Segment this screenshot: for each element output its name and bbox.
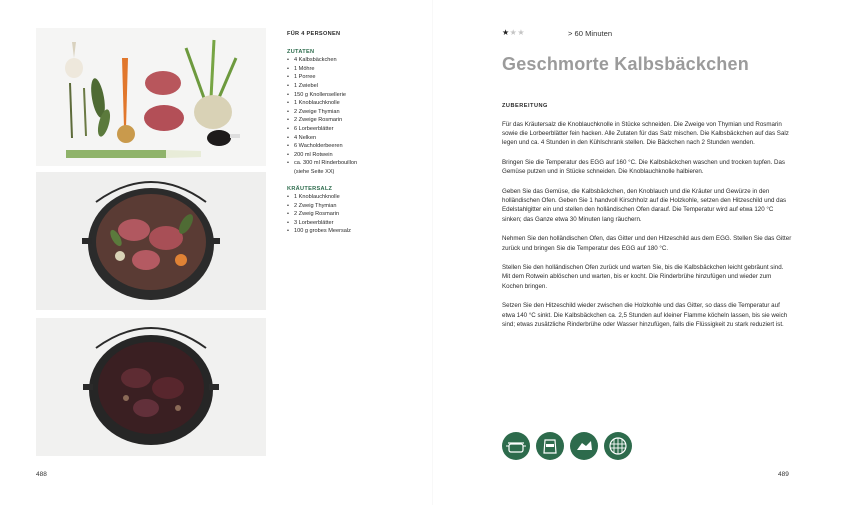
herb-salt-title: KRÄUTERSALZ <box>287 185 333 192</box>
ingredient-item <box>287 142 427 151</box>
servings: FÜR 4 PERSONEN <box>287 31 341 37</box>
page-number-left: 488 <box>36 471 47 478</box>
preparation-paragraph: Nehmen Sie den holländischen Ofen, das Gitter und den Hitzeschild aus dem EGG. Stellen Sie das Gitter zurück und bringen Sie die Temperatur des EGG auf 180 °C. <box>502 235 792 252</box>
ingredient-item <box>287 134 427 143</box>
star-empty-icon: ★ <box>509 28 518 37</box>
ingredient-text: 2 Zweig Rosmarin <box>294 211 340 218</box>
ingredients-illustration <box>36 28 266 166</box>
ingredients-photo <box>36 28 266 166</box>
ingredient-item <box>287 91 427 100</box>
ingredient-text: 4 Kalbsbäckchen <box>294 57 337 64</box>
ingredient-text: 1 Porree <box>294 74 316 81</box>
pot-with-raw-ingredients-illustration <box>36 172 266 310</box>
ingredient-text: 6 Lorbeerblätter <box>294 125 334 132</box>
cooking-time: > 60 Minuten <box>568 28 613 38</box>
ingredient-item <box>287 73 427 82</box>
difficulty-rating <box>502 28 525 37</box>
ingredient-item <box>287 227 427 236</box>
preparation-text <box>502 120 792 339</box>
ingredient-text: 3 Lorbeerblätter <box>294 219 334 226</box>
charcoal-bag-icon <box>536 432 564 460</box>
ingredient-item <box>287 82 427 91</box>
star-empty-icon: ★ <box>517 28 526 37</box>
ingredient-item <box>287 108 427 117</box>
ingredient-text: 1 Knoblauchknolle <box>294 194 340 201</box>
ingredient-item <box>287 99 427 108</box>
preparation-paragraph: Setzen Sie den Hitzeschild wieder zwischen die Holzkohle und das Gitter, so dass die Temperatur auf etwa 140 °C sinkt. Die Kalbsbäckchen ca. 2,5 Stunden auf kleiner Flamme köcheln lassen, bis sie weich sind; etwas zusätzliche Rinderbrühe oder Wasser hinzufügen, falls die Flüssigkeit zu stark reduziert ist. <box>502 302 788 328</box>
ingredient-text: 1 Möhre <box>294 65 315 72</box>
preparation-paragraph: Stellen Sie den holländischen Ofen zurück und warten Sie, bis die Kalbsbäckchen leicht gebräunt sind. Mit dem Rotwein ablöschen und warten, bis er kocht. Die Rinderbrühe hinzufügen und wieder zum Kochen bringen. <box>502 264 784 290</box>
ingredient-text: 2 Zweige Rosmarin <box>294 117 343 124</box>
ingredient-item <box>287 193 427 202</box>
recipe-meta <box>502 28 802 40</box>
ingredient-item <box>287 202 427 211</box>
ingredient-item <box>287 65 427 74</box>
ingredient-item <box>287 210 427 219</box>
star-filled-icon: ★ <box>502 28 510 37</box>
ingredients-column <box>287 30 427 244</box>
recipe-title: Geschmorte Kalbsbäckchen <box>502 54 749 74</box>
ingredient-text: ca. 300 ml Rinderbouillon <box>294 160 358 167</box>
ingredient-text: 2 Zweig Thymian <box>294 202 337 209</box>
preparation-paragraph: Bringen Sie die Temperatur des EGG auf 160 °C. Die Kalbsbäckchen waschen und trocken tupfen. Das Gemüse putzen und in Stücke schneiden. Die Knoblauchknolle halbieren. <box>502 159 786 176</box>
pot-with-braised-cheeks-illustration <box>36 318 266 456</box>
ingredient-text: 200 ml Rotwein <box>294 151 333 158</box>
preparation-label: ZUBEREITUNG <box>502 103 548 109</box>
ingredient-text: 1 Zwiebel <box>294 82 318 89</box>
pot-raw-photo <box>36 172 266 310</box>
grid-icon <box>604 432 632 460</box>
ingredient-text: 1 Knoblauchknolle <box>294 100 340 107</box>
ingredient-item <box>287 116 427 125</box>
ingredients-title: ZUTATEN <box>287 48 315 55</box>
ingredient-item <box>287 151 427 160</box>
ingredient-text: 2 Zweige Thymian <box>294 108 340 115</box>
ingredient-item <box>287 219 427 228</box>
ingredient-note: (siehe Seite XX) <box>294 168 335 175</box>
pot-braised-photo <box>36 318 266 456</box>
ingredient-text: 150 g Knollensellerie <box>294 91 346 98</box>
ingredients-list <box>287 56 427 176</box>
preparation-paragraph: Geben Sie das Gemüse, die Kalbsbäckchen, den Knoblauch und die Kräuter und Gewürze in den holländischen Ofen. Geben Sie 1 handvoll Kirschholz auf die Holzkohle, setzen den Hitzeschild und das Edelstahlgitter ein und stellen den holländischen Ofen darauf. Die Temperatur wird auf etwa 120 °C sinken; das Ganze etwa 30 Minuten lang räuchern. <box>502 188 787 223</box>
ingredient-item <box>287 159 427 176</box>
page-number-right: 489 <box>778 471 789 478</box>
herb-salt-list <box>287 193 427 236</box>
page-gutter <box>432 0 433 505</box>
ingredient-item <box>287 56 427 65</box>
wood-chips-icon <box>570 432 598 460</box>
ingredient-text: 4 Nelken <box>294 134 317 141</box>
ingredient-item <box>287 125 427 134</box>
preparation-paragraph: Für das Kräutersalz die Knoblauchknolle in Stücke schneiden. Die Zweige von Thymian und Rosmarin sowie die Lorbeerblätter fein hacken. Alle Zutaten für das Salz mischen. Die Kalbsbäckchen auf das Salz legen und ca. 4 Stunden in den Kühlschrank stellen. Die Bäckchen nach 2 Stunden wenden. <box>502 121 789 147</box>
ingredient-text: 6 Wacholderbeeren <box>294 143 343 150</box>
dutch-oven-icon <box>502 432 530 460</box>
ingredient-text: 100 g grobes Meersalz <box>294 228 351 235</box>
